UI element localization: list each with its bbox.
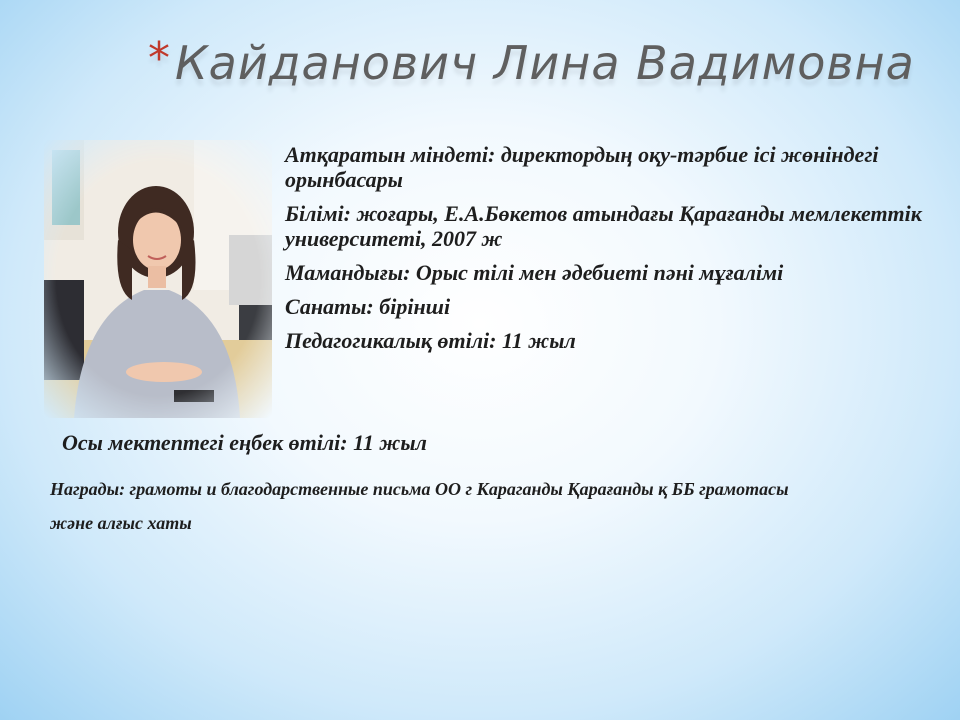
info-teaching-experience: Педагогикалық өтілі: 11 жыл — [285, 328, 576, 353]
info-position: Атқаратын міндеті: директордың оқу-тәрбие ісі жөніндегі орынбасары — [285, 142, 879, 192]
portrait-photo — [44, 140, 272, 418]
title-asterisk: * — [148, 33, 171, 84]
info-awards: Награды: грамоты и благодарственные письма ОО г Караганды Қарағанды қ ББ грамотасы және алғыс хаты — [50, 479, 789, 533]
slide-title — [148, 33, 915, 90]
info-education: Білімі: жоғары, Е.А.Бөкетов атындағы Қарағанды мемлекеттік университеті, 2007 ж — [285, 201, 922, 251]
info-speciality: Мамандығы: Орыс тілі мен әдебиеті пәні мұғалімі — [285, 260, 784, 285]
title-text: Кайданович Лина Вадимовна — [175, 36, 915, 90]
info-list — [285, 142, 945, 362]
info-category: Санаты: бірінші — [285, 294, 451, 319]
info-school-experience: Осы мектептегі еңбек өтілі: 11 жыл — [62, 430, 427, 455]
